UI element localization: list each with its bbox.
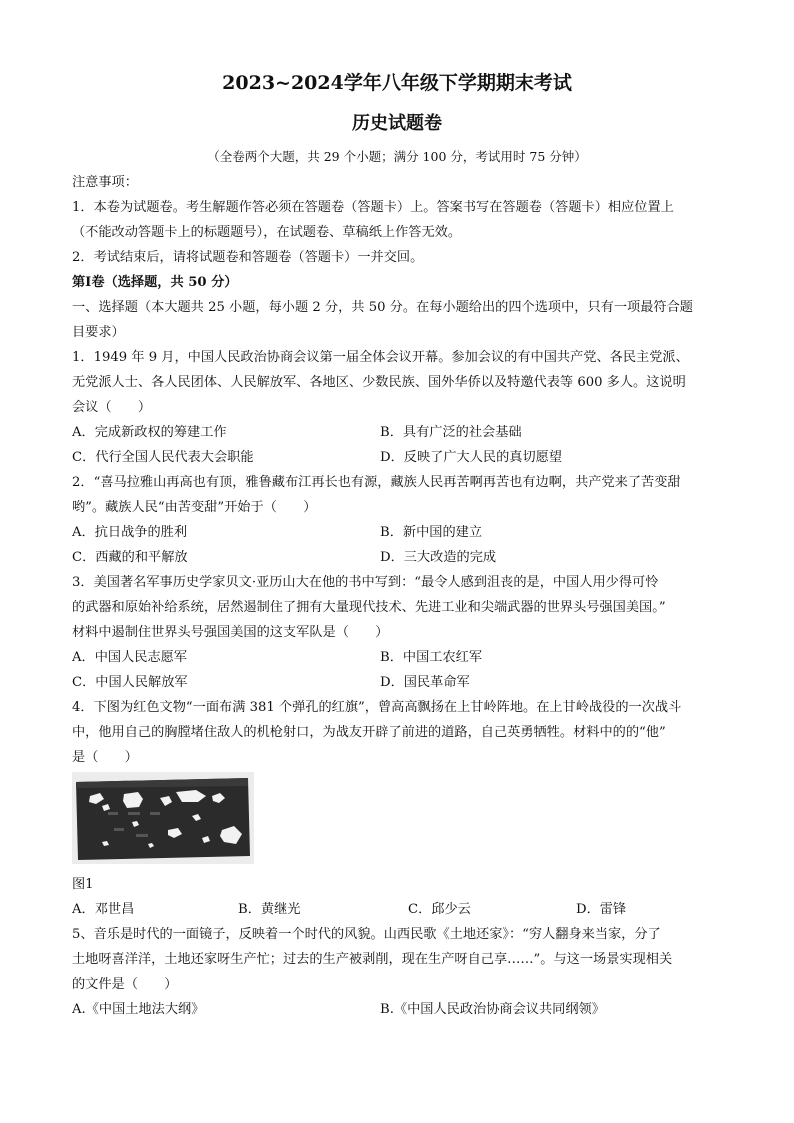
exam-title: 2023~2024学年八年级下学期期末考试 xyxy=(222,72,572,94)
exam-subtitle: 历史试题卷 xyxy=(352,113,442,134)
q5-stem-line-1: 5、音乐是时代的一面镜子，反映着一个时代的风貌。山西民歌《土地还家》：“穷人翻身来当家，分了 xyxy=(72,927,661,942)
notice-item-1-line-2: （不能改动答题卡上的标题题号），在试题卷、草稿纸上作答无效。 xyxy=(72,225,462,240)
q4-stem-line-1: 4．下图为红色文物“一面布满 381 个弹孔的红旗”，曾高高飘扬在上甘岭阵地。在上甘岭战役的一次战斗 xyxy=(72,700,682,715)
q1-option-c: C．代行全国人民代表大会职能 xyxy=(72,450,254,465)
q4-stem-line-3: 是（ ） xyxy=(72,750,138,765)
q3-option-a: A．中国人民志愿军 xyxy=(72,650,188,665)
exam-info: （全卷两个大题，共 29 个小题；满分 100 分，考试用时 75 分钟） xyxy=(207,149,587,164)
q2-stem-line-2: 哟”。藏族人民“由苦变甜”开始于（ ） xyxy=(72,500,317,515)
section-instructions-line-1: 一、选择题（本大题共 25 小题，每小题 2 分，共 50 分。在每小题给出的四个选项中，只有一项最符合题 xyxy=(72,300,693,315)
q5-option-a: A.《中国土地法大纲》 xyxy=(72,1002,205,1017)
notice-item-2: 2．考试结束后，请将试题卷和答题卷（答题卡）一并交回。 xyxy=(72,250,424,265)
q1-option-b: B．具有广泛的社会基础 xyxy=(380,425,522,440)
section-heading: 第Ⅰ卷（选择题，共 50 分） xyxy=(72,275,238,290)
q4-option-a: A．邓世昌 xyxy=(72,902,135,917)
q4-stem-line-2: 中，他用自己的胸膛堵住敌人的机枪射口，为战友开辟了前进的道路，自己英勇牺牲。材料中的的“他” xyxy=(72,725,666,740)
section-instructions-line-2: 目要求） xyxy=(72,325,125,340)
q2-option-b: B．新中国的建立 xyxy=(380,525,483,540)
q1-option-a: A．完成新政权的筹建工作 xyxy=(72,425,227,440)
q3-option-b: B．中国工农红军 xyxy=(380,650,483,665)
notice-heading: 注意事项： xyxy=(72,175,138,190)
q3-stem-line-3: 材料中遏制住世界头号强国美国的这支军队是（ ） xyxy=(72,625,389,640)
q3-stem-line-2: 的武器和原始补给系统，居然遏制住了拥有大量现代技术、先进工业和尖端武器的世界头号强国美国。” xyxy=(72,600,666,615)
q2-option-a: A．抗日战争的胜利 xyxy=(72,525,188,540)
q2-option-d: D．三大改造的完成 xyxy=(380,550,497,565)
q5-option-b: B.《中国人民政治协商会议共同纲领》 xyxy=(380,1002,605,1017)
q3-option-d: D．国民革命军 xyxy=(380,675,470,690)
q3-option-c: C．中国人民解放军 xyxy=(72,675,188,690)
red-flag-photo xyxy=(72,772,254,864)
bullet-hole-flag-image xyxy=(72,772,254,864)
q1-option-d: D．反映了广大人民的真切愿望 xyxy=(380,450,563,465)
q1-stem-line-1: 1．1949 年 9 月，中国人民政治协商会议第一届全体会议开幕。参加会议的有中国共产党、各民主党派、 xyxy=(72,350,689,365)
notice-item-1-line-1: 1．本卷为试题卷。考生解题作答必须在答题卷（答题卡）上。答案书写在答题卷（答题卡）相应位置上 xyxy=(72,200,674,215)
q5-stem-line-3: 的文件是（ ） xyxy=(72,977,178,992)
q3-stem-line-1: 3．美国著名军事历史学家贝文·亚历山大在他的书中写到：“最令人感到沮丧的是，中国人用少得可怜 xyxy=(72,575,659,590)
q4-option-b: B．黄继光 xyxy=(238,902,301,917)
q4-option-d: D．雷锋 xyxy=(576,902,627,917)
q1-stem-line-2: 无党派人士、各人民团体、人民解放军、各地区、少数民族、国外华侨以及特邀代表等 600 多人。这说明 xyxy=(72,375,686,390)
figure-caption: 图1 xyxy=(72,877,94,892)
q2-option-c: C．西藏的和平解放 xyxy=(72,550,188,565)
q2-stem-line-1: 2．“喜马拉雅山再高也有顶，雅鲁藏布江再长也有源，藏族人民再苦啊再苦也有边啊，共产党来了苦变甜 xyxy=(72,475,681,490)
q5-stem-line-2: 土地呀喜洋洋，土地还家呀生产忙；过去的生产被剥削，现在生产呀自己享……”。与这一场景实现相关 xyxy=(72,952,673,967)
q4-option-c: C．邱少云 xyxy=(408,902,471,917)
q1-stem-line-3: 会议（ ） xyxy=(72,400,152,415)
